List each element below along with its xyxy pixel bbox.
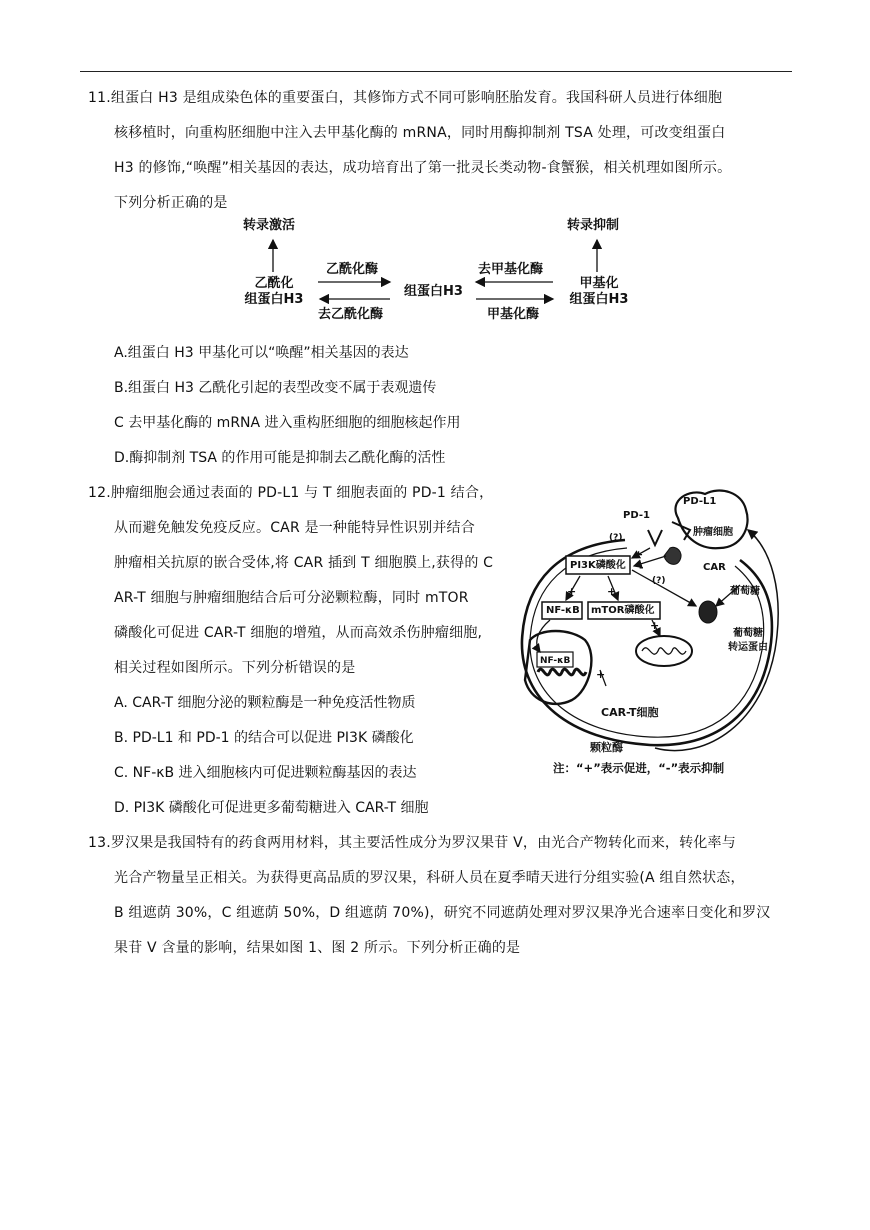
q11-line-1: 11.组蛋白 H3 是组成染色体的重要蛋白，其修饰方式不同可影响胚胎发育。我国科研人员进行体细胞 xyxy=(88,90,723,106)
label-granzyme: 颗粒酶 xyxy=(590,741,623,754)
label-transporter-1: 葡萄糖 xyxy=(733,628,763,639)
label-methylated-2: 组蛋白H3 xyxy=(569,292,629,307)
label-activation: 转录激活 xyxy=(243,218,296,233)
q12-line-3: 肿瘤相关抗原的嵌合受体,将 CAR 插到 T 细胞膜上,获得的 C xyxy=(114,555,494,571)
q12-option-b: B. PD-L1 和 PD-1 的结合可以促进 PI3K 磷酸化 xyxy=(114,730,414,746)
q12-line-4: AR-T 细胞与肿瘤细胞结合后可分泌颗粒酶，同时 mTOR xyxy=(114,590,469,606)
label-pi3k: PI3K磷酸化 xyxy=(570,560,626,571)
label-methylated-1: 甲基化 xyxy=(579,276,619,291)
q12-line-2: 从而避免触发免疫反应。CAR 是一种能特异性识别并结合 xyxy=(114,520,475,536)
label-demethylase: 去甲基化酶 xyxy=(478,262,544,277)
pd1-receptor xyxy=(648,530,662,545)
label-transporter-2: 转运蛋白 xyxy=(728,642,768,653)
q12-option-c: C. NF-κB 进入细胞核内可促进颗粒酶基因的表达 xyxy=(114,765,417,781)
label-acetylated-1: 乙酰化 xyxy=(254,276,294,291)
dna-coil xyxy=(538,669,586,675)
label-plus-mito: + xyxy=(650,619,660,632)
label-pdl1: PD-L1 xyxy=(683,496,717,507)
q11-option-d: D.酶抑制剂 TSA 的作用可能是抑制去乙酰化酶的活性 xyxy=(114,450,446,466)
label-cart-cell: CAR-T细胞 xyxy=(601,706,659,719)
label-plus-pd1: + xyxy=(634,548,644,561)
label-car: CAR xyxy=(703,562,726,573)
label-minus-car: - xyxy=(639,561,644,574)
q12-line-5: 磷酸化可促进 CAR-T 细胞的增殖，从而高效杀伤肿瘤细胞, xyxy=(114,625,483,641)
q11-line-2: 核移植时，向重构胚细胞中注入去甲基化酶的 mRNA，同时用酶抑制剂 TSA 处理，可改变组蛋白 xyxy=(114,125,726,141)
car-receptor xyxy=(664,547,681,564)
label-note: 注：“+”表示促进，“-”表示抑制 xyxy=(553,761,725,775)
label-tumor-cell: 肿瘤细胞 xyxy=(693,527,733,538)
q12-line-1: 12.肿瘤细胞会通过表面的 PD-L1 与 T 细胞表面的 PD-1 结合， xyxy=(88,485,494,501)
q11-option-a: A.组蛋白 H3 甲基化可以“唤醒”相关基因的表达 xyxy=(114,345,409,361)
label-center-histone: 组蛋白H3 xyxy=(404,284,463,299)
q13-line-1: 13.罗汉果是我国特有的药食两用材料，其主要活性成分为罗汉果苷 V，由光合产物转化而来，转化率与 xyxy=(88,835,736,851)
label-pd1: PD-1 xyxy=(623,510,650,521)
label-acetylated-2: 组蛋白H3 xyxy=(244,292,304,307)
label-plus-nucleus: + xyxy=(596,668,606,681)
label-unknown-1: (?) xyxy=(609,533,623,543)
label-unknown-2: (?) xyxy=(652,576,666,586)
q12-line-6: 相关过程如图所示。下列分析错误的是 xyxy=(114,660,356,676)
q11-option-b: B.组蛋白 H3 乙酰化引起的表型改变不属于表观遗传 xyxy=(114,380,437,396)
q13-line-4: 果苷 V 含量的影响，结果如图 1、图 2 所示。下列分析正确的是 xyxy=(114,940,521,956)
q13-line-2: 光合产物量呈正相关。为获得更高品质的罗汉果，科研人员在夏季晴天进行分组实验(A 组自然状态， xyxy=(114,870,745,886)
label-repression: 转录抑制 xyxy=(567,218,620,233)
q12-option-d: D. PI3K 磷酸化可促进更多葡萄糖进入 CAR-T 细胞 xyxy=(114,800,429,816)
label-mtor: mTOR磷酸化 xyxy=(591,605,655,616)
label-nfkb-nucleus: NF-κB xyxy=(540,656,571,666)
label-glucose: 葡萄糖 xyxy=(730,586,760,597)
q11-option-c: C 去甲基化酶的 mRNA 进入重构胚细胞的细胞核起作用 xyxy=(114,415,461,431)
label-nfkb: NF-κB xyxy=(546,605,580,616)
q11-line-3: H3 的修饰,“唤醒”相关基因的表达，成功培育出了第一批灵长类动物-食蟹猴，相关机理如图所示。 xyxy=(114,160,732,176)
label-plus-nfkb: + xyxy=(567,585,577,598)
glucose-transporter xyxy=(699,601,717,623)
label-methylase: 甲基化酶 xyxy=(487,307,540,322)
mitochondrion-cristae xyxy=(642,648,686,654)
label-acetylase: 乙酰化酶 xyxy=(326,262,379,277)
q13-line-3: B 组遮荫 30%，C 组遮荫 50%，D 组遮荫 70%)，研究不同遮荫处理对罗汉果净光合速率日变化和罗汉 xyxy=(114,905,771,921)
q11-line-4: 下列分析正确的是 xyxy=(114,195,228,211)
label-deacetylase: 去乙酰化酶 xyxy=(318,307,384,322)
arrow-nfkb-nucleus xyxy=(537,620,550,652)
label-plus-mtor: + xyxy=(607,585,617,598)
q12-option-a: A. CAR-T 细胞分泌的颗粒酶是一种免疫活性物质 xyxy=(114,695,416,711)
